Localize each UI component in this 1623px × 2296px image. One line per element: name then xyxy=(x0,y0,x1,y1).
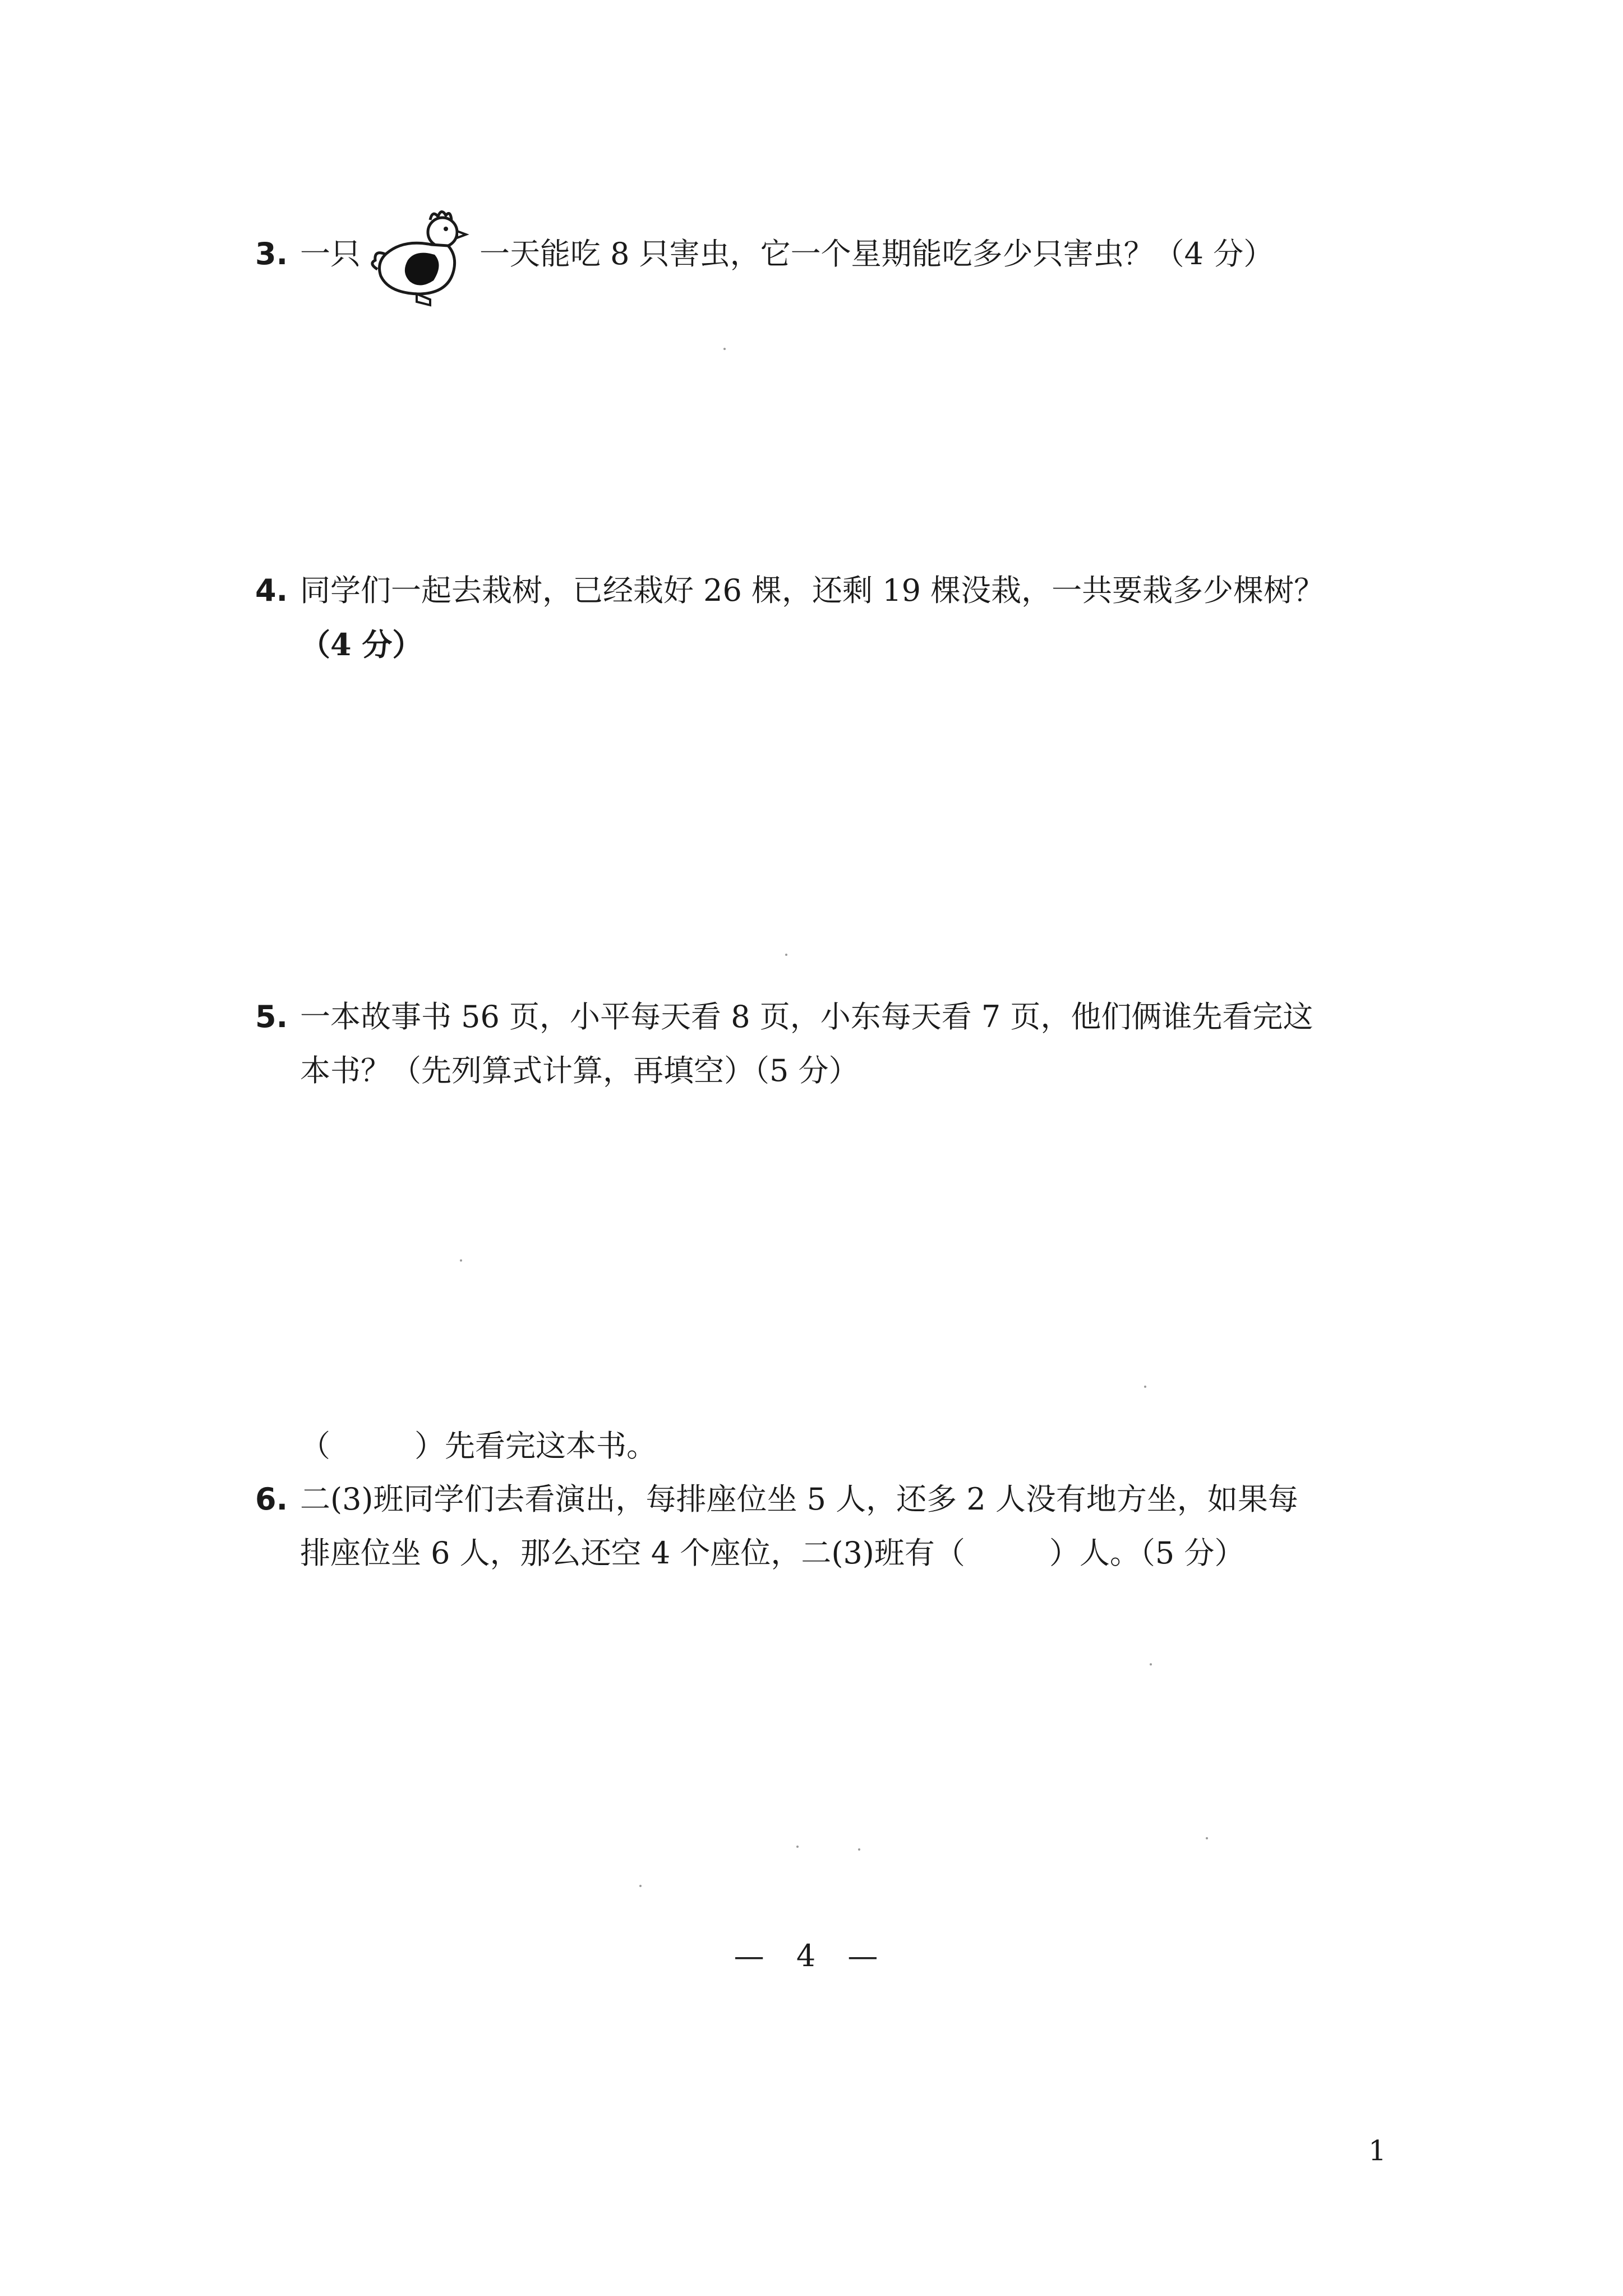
question-text: 排座位坐 6 人，那么还空 4 个座位，二(3)班有（ xyxy=(300,1535,965,1571)
question-3 xyxy=(255,227,1274,282)
question-line xyxy=(255,990,1313,1044)
answer-open: （ xyxy=(300,1428,330,1464)
question-number: 3. xyxy=(255,236,288,272)
chick-icon xyxy=(364,197,476,310)
question-line xyxy=(255,1044,1313,1098)
scan-speck xyxy=(1144,1386,1146,1388)
question-text: 本书？（先列算式计算，再填空）（5 分） xyxy=(300,1053,859,1088)
question-number: 4. xyxy=(255,573,288,608)
question-5 xyxy=(255,990,1313,1098)
question-text: ）人。（5 分） xyxy=(1049,1535,1245,1571)
question-line xyxy=(255,564,1324,618)
question-text: 一天能吃 8 只害虫，它一个星期能吃多少只害虫？（4 分） xyxy=(479,236,1274,272)
scan-speck xyxy=(723,348,726,350)
question-score: （4 分） xyxy=(300,627,423,662)
scan-speck xyxy=(1150,1663,1152,1665)
scan-speck xyxy=(460,1259,462,1262)
scan-speck xyxy=(1206,1837,1208,1839)
question-text: 一只 xyxy=(300,236,361,272)
scan-speck xyxy=(785,954,787,956)
question-line xyxy=(255,1473,1298,1526)
scan-speck xyxy=(858,1848,860,1851)
question-number: 5. xyxy=(255,999,288,1034)
question-number: 6. xyxy=(255,1481,288,1517)
question-6 xyxy=(255,1473,1298,1580)
question-5-answer-line xyxy=(255,1419,657,1473)
scan-speck xyxy=(639,1885,642,1887)
question-text: 同学们一起去栽树，已经栽好 26 棵，还剩 19 棵没栽，一共要栽多少棵树？ xyxy=(300,573,1325,608)
question-text: 一本故事书 56 页，小平每天看 8 页，小东每天看 7 页，他们俩谁先看完这 xyxy=(300,999,1313,1034)
footer-page-marker: — 4 — xyxy=(734,1938,889,1973)
question-line xyxy=(255,618,1324,672)
scan-speck xyxy=(796,1846,799,1848)
question-text: 二(3)班同学们去看演出，每排座位坐 5 人，还多 2 人没有地方坐，如果每 xyxy=(300,1481,1298,1517)
page-number: 1 xyxy=(1368,2134,1386,2167)
question-4 xyxy=(255,564,1324,672)
answer-text: ）先看完这本书。 xyxy=(414,1428,657,1464)
question-line xyxy=(255,1526,1298,1580)
